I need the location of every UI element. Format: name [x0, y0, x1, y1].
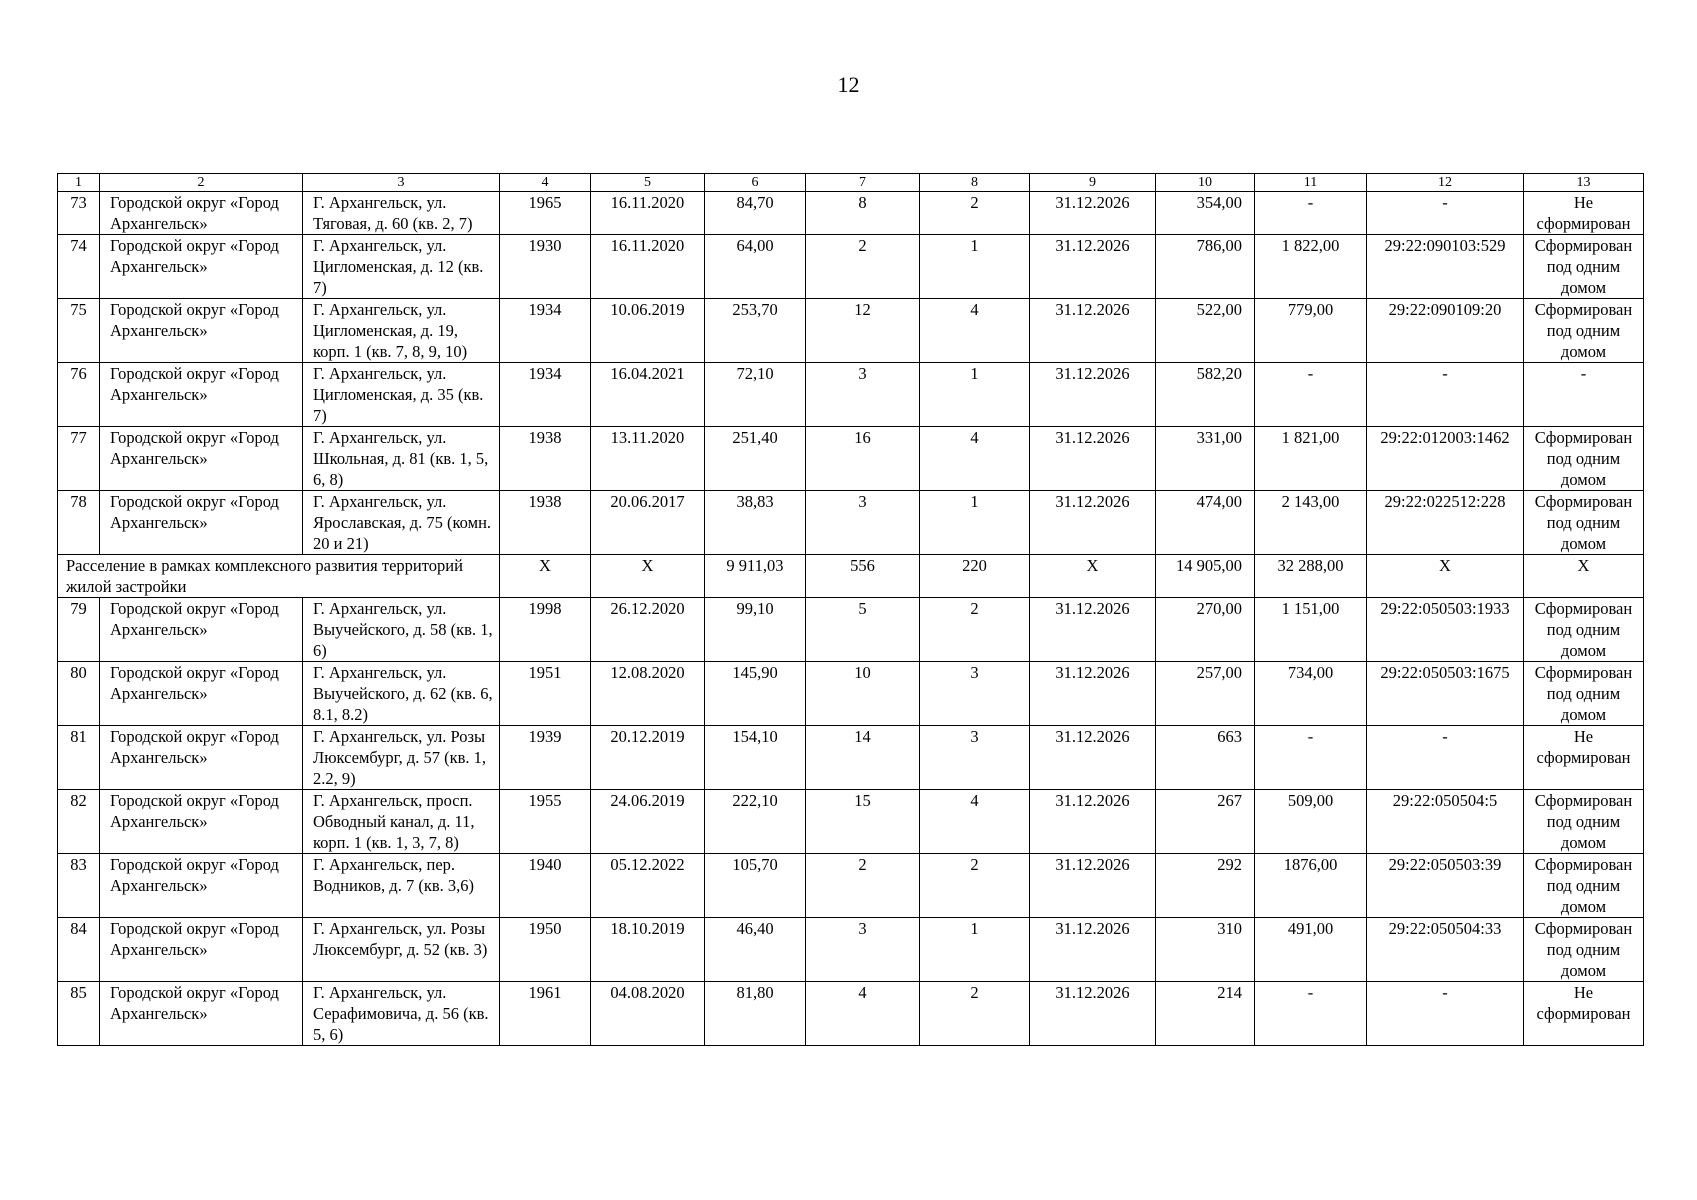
plot-area-cell: 1 822,00	[1255, 235, 1367, 299]
address-cell: Г. Архангельск, ул. Тяговая, д. 60 (кв. 2, 7)	[303, 192, 500, 235]
area-cell: 105,70	[705, 854, 806, 918]
table-row	[58, 235, 1644, 299]
residents-cell: 3	[806, 918, 920, 982]
table-row	[58, 790, 1644, 854]
units-cell: 4	[920, 299, 1030, 363]
cadastre-number-cell: 29:22:090109:20	[1367, 299, 1524, 363]
municipality-cell: Городской округ «Город Архангельск»	[100, 299, 303, 363]
plot-status-cell: -	[1524, 363, 1644, 427]
address-cell: Г. Архангельск, ул. Розы Люксембург, д. 57 (кв. 1, 2.2, 9)	[303, 726, 500, 790]
residents-cell: 3	[806, 363, 920, 427]
table-row	[58, 854, 1644, 918]
plot-area-cell: 734,00	[1255, 662, 1367, 726]
group-land-cell: 14 905,00	[1156, 555, 1255, 598]
column-header: 6	[705, 174, 806, 192]
table-row	[58, 982, 1644, 1046]
group-summary-row	[58, 555, 1644, 598]
column-header: 2	[100, 174, 303, 192]
year-cell: 1930	[500, 235, 591, 299]
deadline-cell: 31.12.2026	[1030, 363, 1156, 427]
row-number: 75	[58, 299, 100, 363]
column-header: 7	[806, 174, 920, 192]
area-cell: 84,70	[705, 192, 806, 235]
units-cell: 2	[920, 598, 1030, 662]
table-row	[58, 598, 1644, 662]
date-cell: 16.11.2020	[591, 235, 705, 299]
units-cell: 3	[920, 726, 1030, 790]
date-cell: 16.11.2020	[591, 192, 705, 235]
row-number: 73	[58, 192, 100, 235]
plot-area-cell: 1 151,00	[1255, 598, 1367, 662]
plot-area-cell: 1876,00	[1255, 854, 1367, 918]
cadastre-number-cell: 29:22:050503:39	[1367, 854, 1524, 918]
row-number: 82	[58, 790, 100, 854]
address-cell: Г. Архангельск, ул. Выучейского, д. 58 (кв. 1, 6)	[303, 598, 500, 662]
plot-area-cell: -	[1255, 192, 1367, 235]
group-cadastre-cell: X	[1367, 555, 1524, 598]
cadastre-number-cell: 29:22:012003:1462	[1367, 427, 1524, 491]
deadline-cell: 31.12.2026	[1030, 854, 1156, 918]
deadline-cell: 31.12.2026	[1030, 662, 1156, 726]
deadline-cell: 31.12.2026	[1030, 790, 1156, 854]
municipality-cell: Городской округ «Город Архангельск»	[100, 363, 303, 427]
plot-status-cell: Не сформирован	[1524, 982, 1644, 1046]
cadastre-number-cell: 29:22:050504:33	[1367, 918, 1524, 982]
address-cell: Г. Архангельск, ул. Розы Люксембург, д. 52 (кв. 3)	[303, 918, 500, 982]
column-number-row	[58, 174, 1644, 192]
table-row	[58, 726, 1644, 790]
residents-cell: 10	[806, 662, 920, 726]
municipality-cell: Городской округ «Город Архангельск»	[100, 662, 303, 726]
units-cell: 2	[920, 192, 1030, 235]
cadastre-number-cell: 29:22:090103:529	[1367, 235, 1524, 299]
units-cell: 4	[920, 427, 1030, 491]
cadastre-number-cell: 29:22:050504:5	[1367, 790, 1524, 854]
residents-cell: 2	[806, 854, 920, 918]
cadastre-number-cell: -	[1367, 726, 1524, 790]
year-cell: 1934	[500, 299, 591, 363]
group-area-cell: 9 911,03	[705, 555, 806, 598]
resettlement-table	[57, 173, 1644, 1046]
date-cell: 16.04.2021	[591, 363, 705, 427]
table-row	[58, 918, 1644, 982]
column-header: 10	[1156, 174, 1255, 192]
group-units-cell: 220	[920, 555, 1030, 598]
address-cell: Г. Архангельск, ул. Выучейского, д. 62 (кв. 6, 8.1, 8.2)	[303, 662, 500, 726]
column-header: 3	[303, 174, 500, 192]
row-number: 83	[58, 854, 100, 918]
plot-area-cell: 2 143,00	[1255, 491, 1367, 555]
year-cell: 1940	[500, 854, 591, 918]
residents-cell: 12	[806, 299, 920, 363]
date-cell: 13.11.2020	[591, 427, 705, 491]
group-label: Расселение в рамках комплексного развития территорий жилой застройки	[58, 555, 500, 598]
plot-status-cell: Сформирован под одним домом	[1524, 235, 1644, 299]
municipality-cell: Городской округ «Город Архангельск»	[100, 598, 303, 662]
table-row	[58, 491, 1644, 555]
cadastre-number-cell: -	[1367, 363, 1524, 427]
plot-area-cell: 491,00	[1255, 918, 1367, 982]
column-header: 4	[500, 174, 591, 192]
cadastre-number-cell: -	[1367, 982, 1524, 1046]
date-cell: 26.12.2020	[591, 598, 705, 662]
units-cell: 1	[920, 918, 1030, 982]
units-cell: 1	[920, 363, 1030, 427]
municipality-cell: Городской округ «Город Архангельск»	[100, 726, 303, 790]
date-cell: 05.12.2022	[591, 854, 705, 918]
year-cell: 1939	[500, 726, 591, 790]
column-header: 1	[58, 174, 100, 192]
plot-status-cell: Не сформирован	[1524, 726, 1644, 790]
row-number: 74	[58, 235, 100, 299]
plot-status-cell: Сформирован под одним домом	[1524, 427, 1644, 491]
area-cell: 253,70	[705, 299, 806, 363]
residents-cell: 3	[806, 491, 920, 555]
residents-cell: 8	[806, 192, 920, 235]
table-row	[58, 192, 1644, 235]
land-area-cell: 582,20	[1156, 363, 1255, 427]
year-cell: 1934	[500, 363, 591, 427]
row-number: 78	[58, 491, 100, 555]
date-cell: 18.10.2019	[591, 918, 705, 982]
year-cell: 1955	[500, 790, 591, 854]
area-cell: 46,40	[705, 918, 806, 982]
area-cell: 222,10	[705, 790, 806, 854]
column-header: 11	[1255, 174, 1367, 192]
residents-cell: 5	[806, 598, 920, 662]
land-area-cell: 331,00	[1156, 427, 1255, 491]
column-header: 8	[920, 174, 1030, 192]
cadastre-number-cell: -	[1367, 192, 1524, 235]
area-cell: 251,40	[705, 427, 806, 491]
municipality-cell: Городской округ «Город Архангельск»	[100, 192, 303, 235]
area-cell: 99,10	[705, 598, 806, 662]
area-cell: 72,10	[705, 363, 806, 427]
land-area-cell: 354,00	[1156, 192, 1255, 235]
units-cell: 2	[920, 854, 1030, 918]
land-area-cell: 270,00	[1156, 598, 1255, 662]
municipality-cell: Городской округ «Город Архангельск»	[100, 790, 303, 854]
year-cell: 1965	[500, 192, 591, 235]
units-cell: 1	[920, 491, 1030, 555]
units-cell: 3	[920, 662, 1030, 726]
land-area-cell: 522,00	[1156, 299, 1255, 363]
deadline-cell: 31.12.2026	[1030, 982, 1156, 1046]
group-plot-cell: 32 288,00	[1255, 555, 1367, 598]
row-number: 80	[58, 662, 100, 726]
residents-cell: 16	[806, 427, 920, 491]
deadline-cell: 31.12.2026	[1030, 598, 1156, 662]
group-status-cell: X	[1524, 555, 1644, 598]
municipality-cell: Городской округ «Город Архангельск»	[100, 235, 303, 299]
row-number: 81	[58, 726, 100, 790]
table-row	[58, 363, 1644, 427]
land-area-cell: 663	[1156, 726, 1255, 790]
units-cell: 1	[920, 235, 1030, 299]
row-number: 79	[58, 598, 100, 662]
cadastre-number-cell: 29:22:050503:1933	[1367, 598, 1524, 662]
address-cell: Г. Архангельск, пер. Водников, д. 7 (кв. 3,6)	[303, 854, 500, 918]
group-deadline-cell: X	[1030, 555, 1156, 598]
municipality-cell: Городской округ «Город Архангельск»	[100, 918, 303, 982]
cadastre-number-cell: 29:22:050503:1675	[1367, 662, 1524, 726]
cadastre-number-cell: 29:22:022512:228	[1367, 491, 1524, 555]
table-row	[58, 427, 1644, 491]
address-cell: Г. Архангельск, ул. Цигломенская, д. 35 (кв. 7)	[303, 363, 500, 427]
address-cell: Г. Архангельск, ул. Серафимовича, д. 56 (кв. 5, 6)	[303, 982, 500, 1046]
residents-cell: 2	[806, 235, 920, 299]
date-cell: 04.08.2020	[591, 982, 705, 1046]
column-header: 13	[1524, 174, 1644, 192]
land-area-cell: 474,00	[1156, 491, 1255, 555]
group-residents-cell: 556	[806, 555, 920, 598]
group-date-cell: X	[591, 555, 705, 598]
land-area-cell: 214	[1156, 982, 1255, 1046]
address-cell: Г. Архангельск, ул. Цигломенская, д. 12 (кв. 7)	[303, 235, 500, 299]
row-number: 84	[58, 918, 100, 982]
plot-status-cell: Сформирован под одним домом	[1524, 918, 1644, 982]
column-header: 5	[591, 174, 705, 192]
plot-status-cell: Сформирован под одним домом	[1524, 662, 1644, 726]
date-cell: 24.06.2019	[591, 790, 705, 854]
plot-status-cell: Сформирован под одним домом	[1524, 491, 1644, 555]
address-cell: Г. Архангельск, ул. Школьная, д. 81 (кв. 1, 5, 6, 8)	[303, 427, 500, 491]
address-cell: Г. Архангельск, ул. Цигломенская, д. 19, корп. 1 (кв. 7, 8, 9, 10)	[303, 299, 500, 363]
area-cell: 38,83	[705, 491, 806, 555]
plot-area-cell: 1 821,00	[1255, 427, 1367, 491]
date-cell: 12.08.2020	[591, 662, 705, 726]
municipality-cell: Городской округ «Город Архангельск»	[100, 982, 303, 1046]
year-cell: 1950	[500, 918, 591, 982]
area-cell: 64,00	[705, 235, 806, 299]
plot-status-cell: Не сформирован	[1524, 192, 1644, 235]
plot-status-cell: Сформирован под одним домом	[1524, 598, 1644, 662]
residents-cell: 14	[806, 726, 920, 790]
residents-cell: 4	[806, 982, 920, 1046]
deadline-cell: 31.12.2026	[1030, 427, 1156, 491]
municipality-cell: Городской округ «Город Архангельск»	[100, 491, 303, 555]
plot-area-cell: -	[1255, 726, 1367, 790]
date-cell: 20.06.2017	[591, 491, 705, 555]
deadline-cell: 31.12.2026	[1030, 918, 1156, 982]
date-cell: 10.06.2019	[591, 299, 705, 363]
year-cell: 1961	[500, 982, 591, 1046]
plot-area-cell: 779,00	[1255, 299, 1367, 363]
table-row	[58, 662, 1644, 726]
column-header: 9	[1030, 174, 1156, 192]
units-cell: 4	[920, 790, 1030, 854]
deadline-cell: 31.12.2026	[1030, 192, 1156, 235]
date-cell: 20.12.2019	[591, 726, 705, 790]
table-row	[58, 299, 1644, 363]
plot-area-cell: -	[1255, 982, 1367, 1046]
area-cell: 154,10	[705, 726, 806, 790]
row-number: 76	[58, 363, 100, 427]
plot-area-cell: 509,00	[1255, 790, 1367, 854]
deadline-cell: 31.12.2026	[1030, 491, 1156, 555]
area-cell: 145,90	[705, 662, 806, 726]
units-cell: 2	[920, 982, 1030, 1046]
land-area-cell: 257,00	[1156, 662, 1255, 726]
residents-cell: 15	[806, 790, 920, 854]
land-area-cell: 267	[1156, 790, 1255, 854]
group-year-cell: X	[500, 555, 591, 598]
land-area-cell: 310	[1156, 918, 1255, 982]
address-cell: Г. Архангельск, ул. Ярославская, д. 75 (комн. 20 и 21)	[303, 491, 500, 555]
page-number: 12	[837, 72, 860, 97]
column-header: 12	[1367, 174, 1524, 192]
row-number: 77	[58, 427, 100, 491]
address-cell: Г. Архангельск, просп. Обводный канал, д. 11, корп. 1 (кв. 1, 3, 7, 8)	[303, 790, 500, 854]
plot-area-cell: -	[1255, 363, 1367, 427]
municipality-cell: Городской округ «Город Архангельск»	[100, 427, 303, 491]
deadline-cell: 31.12.2026	[1030, 235, 1156, 299]
plot-status-cell: Сформирован под одним домом	[1524, 790, 1644, 854]
land-area-cell: 786,00	[1156, 235, 1255, 299]
deadline-cell: 31.12.2026	[1030, 726, 1156, 790]
year-cell: 1951	[500, 662, 591, 726]
area-cell: 81,80	[705, 982, 806, 1046]
land-area-cell: 292	[1156, 854, 1255, 918]
deadline-cell: 31.12.2026	[1030, 299, 1156, 363]
year-cell: 1938	[500, 427, 591, 491]
row-number: 85	[58, 982, 100, 1046]
plot-status-cell: Сформирован под одним домом	[1524, 299, 1644, 363]
municipality-cell: Городской округ «Город Архангельск»	[100, 854, 303, 918]
plot-status-cell: Сформирован под одним домом	[1524, 854, 1644, 918]
year-cell: 1998	[500, 598, 591, 662]
year-cell: 1938	[500, 491, 591, 555]
